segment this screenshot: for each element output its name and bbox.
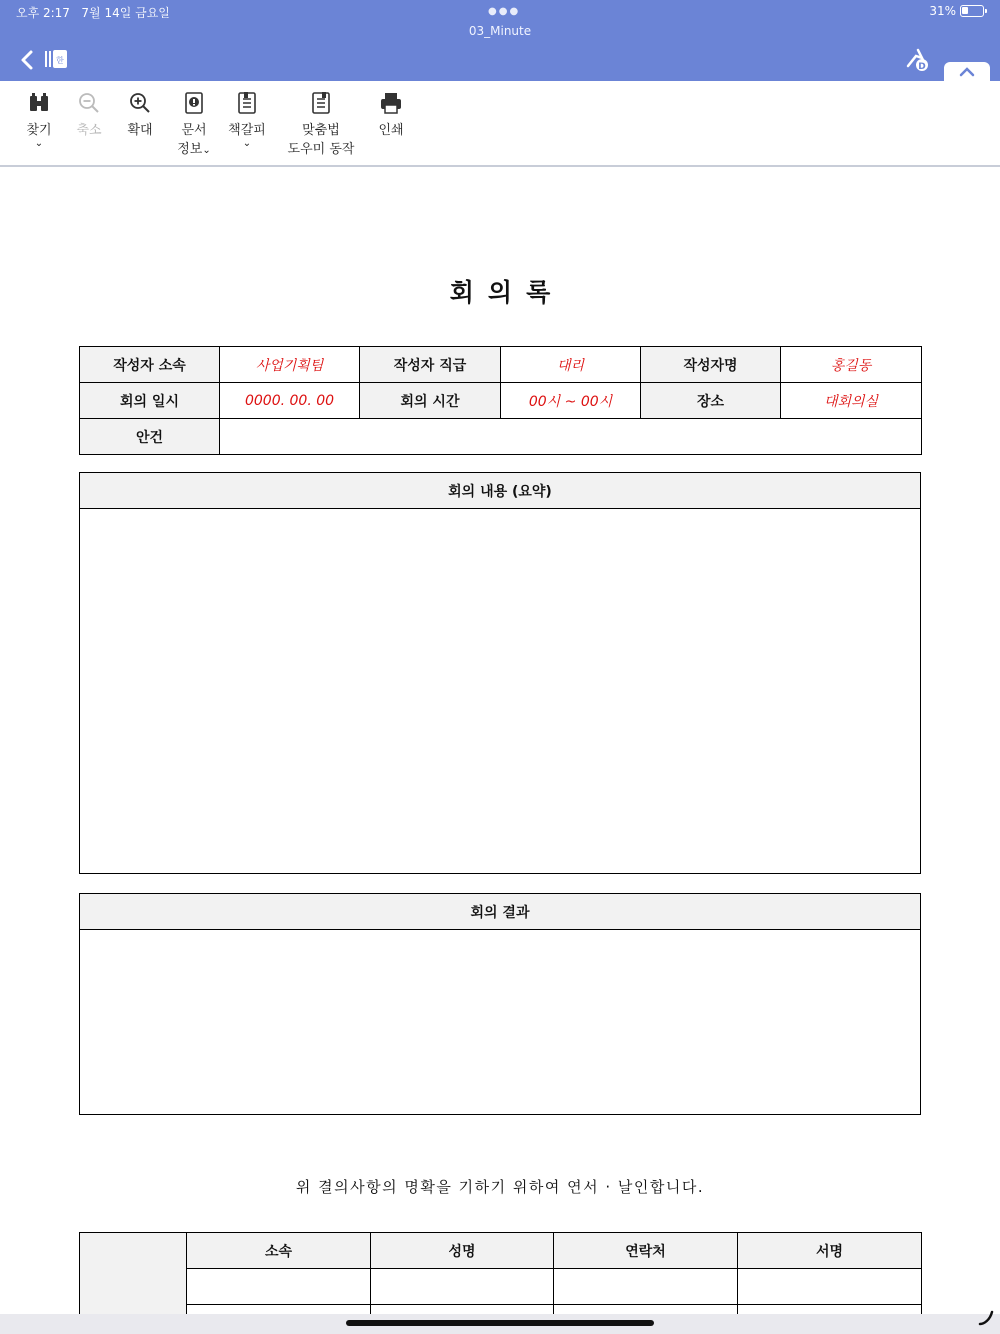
zoom-out-label: 축소 (76, 123, 102, 138)
zoom-in-icon (128, 91, 152, 115)
sig-header-name: 성명 (371, 1233, 554, 1269)
page-title: 회의록 (449, 278, 565, 307)
table-row (80, 1269, 922, 1305)
toolbar (0, 81, 1000, 167)
status-time-date (16, 4, 170, 21)
table-row (80, 1305, 922, 1315)
sig-header-sign: 서명 (738, 1233, 922, 1269)
signature-side-cell (80, 1233, 187, 1315)
zoom-in-button[interactable] (124, 91, 156, 138)
svg-text:D: D (918, 62, 926, 72)
author-dept-value[interactable]: 사업기획팀 (220, 347, 360, 383)
agenda-value[interactable] (220, 419, 922, 455)
multitasking-dots-icon[interactable]: ●●● (488, 6, 521, 17)
chevron-down-icon: ⌄ (242, 138, 252, 149)
chevron-down-icon: ⌄ (34, 138, 44, 149)
author-name-label: 작성자명 (641, 347, 781, 383)
spell-check-label-line2: 도우미 동작 (287, 142, 355, 157)
sig-cell[interactable] (371, 1305, 554, 1315)
battery-icon (960, 5, 984, 17)
collapse-toolbar-button[interactable] (944, 62, 990, 82)
status-battery (929, 4, 984, 18)
battery-percent: 31% (929, 4, 956, 18)
document-info-button[interactable] (174, 91, 214, 157)
sig-cell[interactable] (554, 1269, 738, 1305)
document-title: 03_Minute (468, 24, 532, 38)
sig-cell[interactable] (187, 1305, 371, 1315)
bookmark-button[interactable] (227, 91, 267, 149)
author-name-value[interactable]: 홍길동 (781, 347, 922, 383)
sig-header-contact: 연락처 (554, 1233, 738, 1269)
signature-statement: 위 결의사항의 명확을 기하기 위하여 연서 · 날인합니다. (295, 1178, 705, 1196)
pencil-icon[interactable] (976, 1308, 996, 1328)
back-button[interactable] (14, 46, 42, 74)
table-row (80, 1233, 922, 1269)
sig-cell[interactable] (371, 1269, 554, 1305)
meeting-date-label: 회의 일시 (80, 383, 220, 419)
find-label: 찾기 (26, 123, 52, 138)
chevron-down-icon: ⌄ (202, 145, 211, 156)
summary-body[interactable] (80, 509, 920, 873)
agenda-label: 안건 (80, 419, 220, 455)
meeting-time-value[interactable]: 00시 ~ 00시 (501, 383, 641, 419)
battery-level (962, 7, 968, 14)
zoom-in-label: 확대 (127, 123, 153, 138)
document-info-label-line2: 정보⌄ (177, 142, 211, 157)
reading-mode-button[interactable] (904, 46, 932, 74)
result-section (79, 893, 921, 1115)
meeting-place-value[interactable]: 대회의실 (781, 383, 922, 419)
spell-check-button[interactable] (286, 91, 356, 157)
sig-cell[interactable] (738, 1305, 922, 1315)
info-table (79, 346, 922, 455)
sig-header-dept: 소속 (187, 1233, 371, 1269)
home-indicator[interactable] (346, 1320, 654, 1326)
author-rank-label: 작성자 직급 (360, 347, 501, 383)
status-time: 오후 2:17 (16, 6, 70, 20)
top-bar (0, 0, 1000, 81)
reading-mode-icon (904, 46, 932, 74)
zoom-out-icon (77, 91, 101, 115)
meeting-date-value[interactable]: 0000. 00. 00 (220, 383, 360, 419)
chevron-left-icon (14, 46, 42, 74)
document-page[interactable] (4, 169, 996, 1314)
author-dept-label: 작성자 소속 (80, 347, 220, 383)
summary-header: 회의 내용 (요약) (80, 473, 920, 509)
document-info-icon (182, 91, 206, 115)
spell-check-label-line1: 맞춤법 (302, 123, 340, 138)
app-logo-icon (44, 48, 68, 70)
chevron-up-icon (959, 67, 975, 77)
bookmark-label: 책갈피 (228, 123, 266, 138)
find-button[interactable] (22, 91, 56, 149)
result-header: 회의 결과 (80, 894, 920, 930)
author-rank-value[interactable]: 대리 (501, 347, 641, 383)
signature-table (79, 1232, 922, 1314)
bookmark-icon (235, 91, 259, 115)
zoom-out-button[interactable] (74, 91, 104, 138)
meeting-time-label: 회의 시간 (360, 383, 501, 419)
spell-check-icon (309, 91, 333, 115)
table-row (80, 347, 922, 383)
meeting-place-label: 장소 (641, 383, 781, 419)
print-label: 인쇄 (378, 123, 404, 138)
sig-cell[interactable] (738, 1269, 922, 1305)
sig-cell[interactable] (187, 1269, 371, 1305)
table-row (80, 383, 922, 419)
result-body[interactable] (80, 930, 920, 1114)
summary-section (79, 472, 921, 874)
printer-icon (379, 91, 403, 115)
status-date: 7월 14일 금요일 (81, 6, 170, 20)
table-row (80, 419, 922, 455)
svg-text:한: 한 (56, 56, 64, 65)
sig-cell[interactable] (554, 1305, 738, 1315)
document-info-label-line1: 문서 (181, 123, 207, 138)
binoculars-icon (27, 91, 51, 115)
print-button[interactable] (374, 91, 408, 138)
